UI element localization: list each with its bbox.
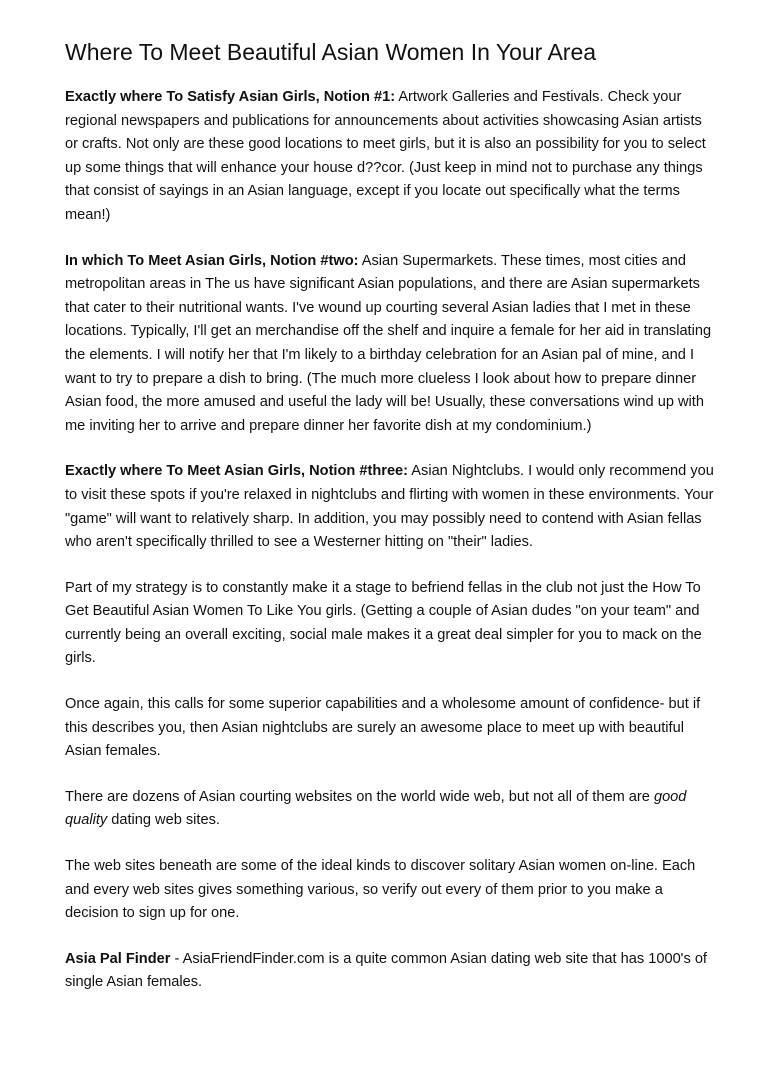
paragraph-text: The web sites beneath are some of the ideal kinds to discover solitary Asian women on-line. Each and every web sites gives something various, so verify out every of them prior to you make a decision to sign up for one. <box>65 858 696 922</box>
paragraph-idea-1 <box>65 86 717 228</box>
paragraph-text: Once again, this calls for some superior capabilities and a wholesome amount of confidence- but if this describes you, then Asian nightclubs are surely an awesome place to meet up with beautiful Asian females. <box>65 696 701 760</box>
paragraph-strategy <box>65 577 717 671</box>
paragraph-web-sites <box>65 855 717 926</box>
document-page <box>65 38 717 1017</box>
emphasis-good-quality: good quality <box>65 788 687 829</box>
paragraph-text: Part of my strategy is to constantly make it a stage to befriend fellas in the club not just the How To Get Beautiful Asian Women To Like You girls. (Getting a couple of Asian dudes "on your team" and currently being an overall exciting, social male makes it a great deal simpler for you to mack on the girls. <box>65 579 702 667</box>
paragraph-dating-websites <box>65 786 717 833</box>
paragraph-asia-pal-finder <box>65 948 717 995</box>
paragraph-idea-2 <box>65 250 717 439</box>
paragraph-lead: Exactly where To Satisfy Asian Girls, Notion #1: <box>65 89 396 105</box>
paragraph-lead: In which To Meet Asian Girls, Notion #two: <box>65 252 359 269</box>
paragraph-text: Asian Nightclubs. I would only recommend you to visit these spots if you're relaxed in nightclubs and flirting with women in these environments. Your "game" will want to relatively sharp. In addition, you may possibly need to contend with Asian fellas who aren't specifically thrilled to see a Westerner hitting on "their" ladies. <box>65 463 714 551</box>
paragraph-text: Asian Supermarkets. These times, most cities and metropolitan areas in The us have significant Asian populations, and there are Asian supermarkets that cater to their nutritional wants. I've wound up courting several Asian ladies that I met in these locations. Typically, I'll get an merchandise off the shelf and inquire a female for her aid in translating the elements. I will notify her that I'm likely to a birthday celebration for an Asian pal of mine, and I want to try to prepare a dish to bring. (The much more clueless I look about how to prepare dinner Asian food, the more amused and useful the lady will be! Usually, these conversations wind up with me inviting her to arrive and prepare dinner her favorite dish at my condominium.) <box>65 252 712 434</box>
paragraph-text: dating web sites. <box>107 812 220 829</box>
paragraph-lead: Exactly where To Meet Asian Girls, Notion #three: <box>65 463 409 480</box>
paragraph-text: - AsiaFriendFinder.com is a quite common Asian dating web site that has 1000's of single Asian females. <box>65 950 707 991</box>
paragraph-confidence <box>65 693 717 764</box>
paragraph-text: There are dozens of Asian courting websites on the world wide web, but not all of them are <box>65 788 654 805</box>
paragraph-text: Artwork Galleries and Festivals. Check your regional newspapers and publications for announcements about activities showcasing Asian artists or crafts. Not only are these good locations to meet girls, but it is also an possibility for you to select up some things that will enhance your house d??cor. (Just keep in mind not to purchase any things that consist of sayings in an Asian language, except if you locate out specifically what the terms mean!) <box>65 89 706 223</box>
page-title: Where To Meet Beautiful Asian Women In Your Area <box>65 39 597 65</box>
paragraph-lead: Asia Pal Finder <box>65 950 171 967</box>
paragraph-idea-3 <box>65 460 717 554</box>
